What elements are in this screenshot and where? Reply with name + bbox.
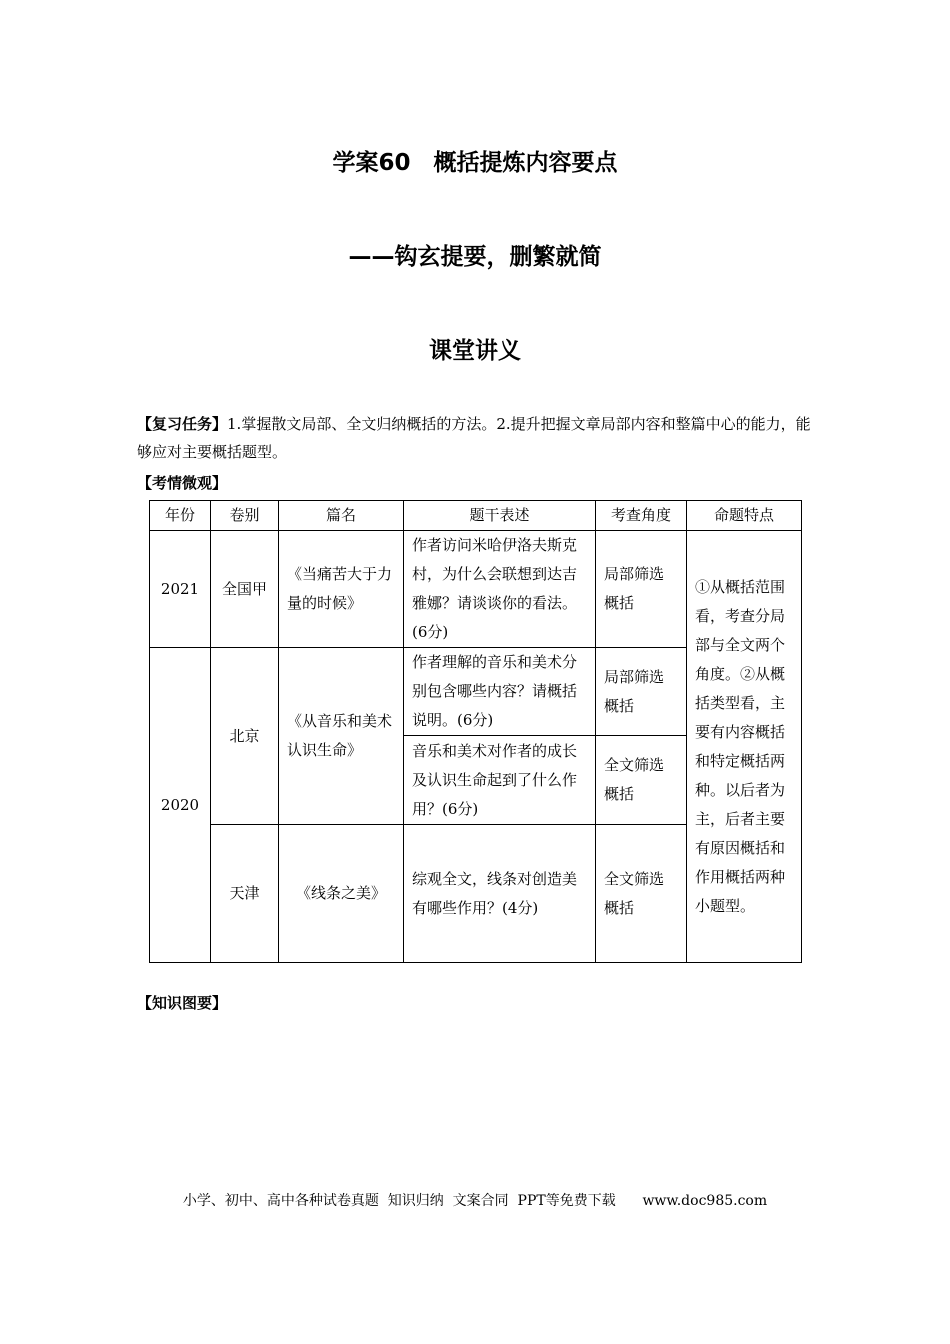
section-title: 课堂讲义	[429, 338, 521, 364]
angle-cell: 全文筛选概括	[596, 736, 687, 825]
year-cell: 2020	[150, 648, 211, 963]
page-subtitle: ——钩玄提要，删繁就简	[348, 244, 602, 270]
footer-text: 小学、初中、高中各种试卷真题 知识归纳 文案合同 PPT等免费下载 www.doc985.com	[182, 1193, 768, 1209]
angle-cell: 局部筛选概括	[596, 531, 687, 648]
table-header: 考查角度	[596, 501, 687, 531]
table-header: 命题特点	[687, 501, 802, 531]
title-cell: 《当痛苦大于力量的时候》	[279, 531, 404, 648]
table-row	[150, 531, 802, 648]
paper-cell: 全国甲	[211, 531, 279, 648]
table-header: 卷别	[211, 501, 279, 531]
exam-table	[149, 500, 802, 963]
angle-cell: 局部筛选概括	[596, 648, 687, 736]
knowledge-label: 【知识图要】	[137, 994, 228, 1012]
table-header: 题干表述	[404, 501, 596, 531]
year-cell: 2021	[150, 531, 211, 648]
table-header-row	[150, 501, 802, 531]
question-cell: 作者理解的音乐和美术分别包含哪些内容？请概括说明。(6分)	[404, 648, 596, 736]
table-header: 年份	[150, 501, 211, 531]
review-task-text: 1.掌握散文局部、全文归纳概括的方法。2.提升把握文章局部内容和整篇中心的能力，能够应对主要概括题型。	[137, 415, 811, 461]
paper-cell: 天津	[211, 825, 279, 963]
review-task-heading: 【复习任务】	[137, 415, 228, 433]
title-cell: 《从音乐和美术认识生命》	[279, 648, 404, 825]
question-cell: 综观全文，线条对创造美有哪些作用？(4分)	[404, 825, 596, 963]
angle-cell: 全文筛选概括	[596, 825, 687, 963]
question-cell: 音乐和美术对作者的成长及认识生命起到了什么作用？(6分)	[404, 736, 596, 825]
page-title: 学案60 概括提炼内容要点	[332, 150, 618, 176]
paper-cell: 北京	[211, 648, 279, 825]
question-cell: 作者访问米哈伊洛夫斯克村，为什么会联想到达吉雅娜？请谈谈你的看法。(6分)	[404, 531, 596, 648]
features-cell: ①从概括范围看，考查分局部与全文两个角度。②从概括类型看，主要有内容概括和特定概括两种。以后者为主，后者主要有原因概括和作用概括两种小题型。	[687, 531, 802, 963]
title-cell: 《线条之美》	[279, 825, 404, 963]
exam-label: 【考情微观】	[137, 474, 228, 492]
review-task	[137, 410, 817, 466]
table-header: 篇名	[279, 501, 404, 531]
